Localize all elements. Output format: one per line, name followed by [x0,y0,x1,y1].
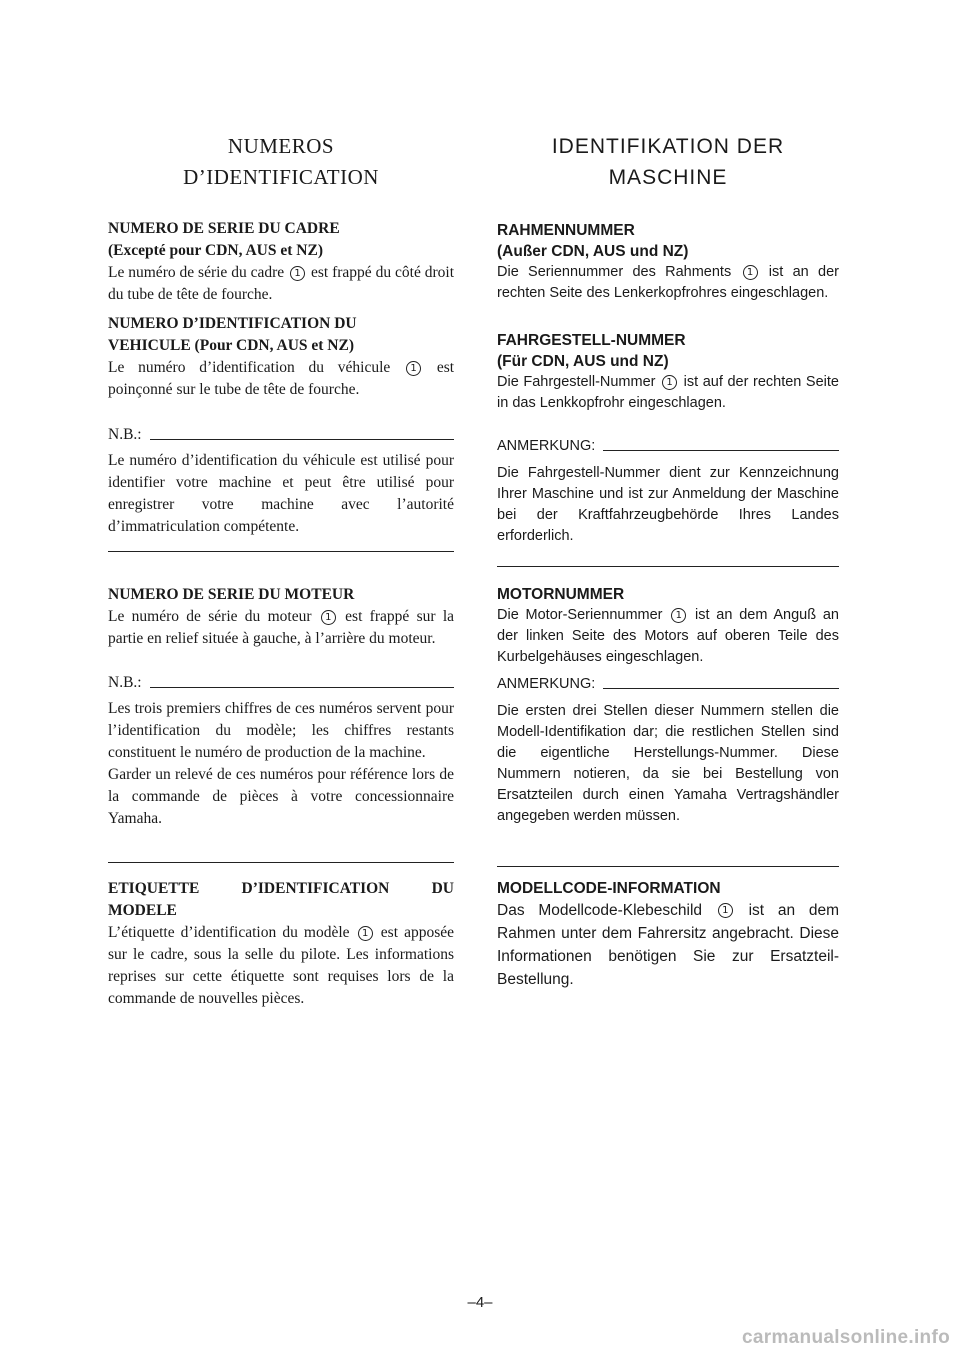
divider [497,866,839,867]
callout-1-icon: 1 [671,608,686,623]
french-title: NUMEROS D’IDENTIFICATION [183,134,379,189]
fr-frame-subheading: (Excepté pour CDN, AUS et NZ) [108,242,323,259]
german-title: IDENTIFIKATION DER MASCHINE [551,135,785,189]
fr-label-subheading: MODELE [108,902,177,919]
de-note-label: ANMERKUNG: [497,438,596,454]
de-vin-heading: FAHRGESTELL-NUMMER [497,332,686,349]
de-note-2 [497,674,839,827]
watermark: carmanualsonline.info [742,1327,950,1348]
fr-vin-heading: NUMERO D’IDENTIFICATION DU [108,315,357,332]
callout-1-icon: 1 [662,375,677,390]
de-label-heading: MODELLCODE-INFORMATION [497,880,721,897]
de-frame-heading: RAHMENNUMMER [497,222,635,239]
fr-note-label: N.B.: [108,674,142,691]
de-note-1-text: Die Fahrgestell-Nummer dient zur Kennzeichnung Ihrer Maschine und ist zur Anmeldung der Maschine bei der Kraftfahrzeugbehörde Ihres Landes erforderlich. [497,465,839,544]
fr-vin-text: Le numéro d’identification du véhicule 1 est poinçonné sur le tube de tête de fourche. [108,359,455,398]
de-label-section [497,878,839,991]
divider [108,862,454,863]
fr-frame-text: Le numéro de série du cadre 1 est frappé du côté droit du tube de tête de fourche. [108,264,454,303]
fr-vin-subheading: VEHICULE (Pour CDN, AUS et NZ) [108,337,355,354]
fr-note-label: N.B.: [108,426,142,443]
fr-note-2 [108,672,454,830]
fr-engine-section [108,584,454,650]
fr-label-text: L’étiquette d’identification du modèle 1 est apposée sur le cadre, sous la selle du pilote. Les informations reprises sur cette étiquette sont requises lors de la commande de nouvelles pièces. [108,924,455,1007]
de-note-1 [497,436,839,547]
fr-frame-section [108,218,454,306]
divider [108,551,454,552]
fr-engine-text: Le numéro de série du moteur 1 est frappé sur la partie en relief située à gauche, à l’arrière du moteur. [108,608,455,647]
callout-1-icon: 1 [290,266,305,281]
callout-1-icon: 1 [743,265,758,280]
fr-note-1 [108,424,454,538]
callout-1-icon: 1 [718,903,733,918]
de-vin-section [497,330,839,414]
de-engine-text: Die Motor-Seriennummer 1 ist an dem Anguß an der linken Seite des Motors auf oberen Teile des Kurbelgehäuses eingeschlagen. [497,607,839,665]
fr-frame-heading: NUMERO DE SERIE DU CADRE [108,220,340,237]
de-note-label: ANMERKUNG: [497,676,596,692]
page-number: –4– [467,1294,493,1311]
callout-1-icon: 1 [406,361,421,376]
fr-note-2-text-2: Garder un relevé de ces numéros pour référence lors de la commande de pièces à votre concessionnaire Yamaha. [108,766,454,827]
de-note-2-text: Die ersten drei Stellen dieser Nummern stellen die Modell-Identifikation dar; die restlichen Stellen sind die eigentliche Herstellungs-Nummer. Diese Nummern notieren, da sie bei Bestellung von Ersatzteilen durch einen Yamaha Vertragshändler angegeben werden müssen. [497,703,839,824]
de-frame-text: Die Seriennummer des Rahments 1 ist an der rechten Seite des Lenkerkopfrohres eingeschlagen. [497,264,839,301]
de-label-text: Das Modellcode-Klebeschild 1 ist an dem Rahmen unter dem Fahrersitz angebracht. Diese Informationen benötigen Sie zur Ersatzteil-Bestellung. [497,902,839,988]
fr-vin-section [108,313,454,401]
fr-label-heading: ETIQUETTE D’IDENTIFICATION DU [108,880,454,897]
fr-label-section [108,878,454,1010]
de-engine-section [497,584,839,668]
de-frame-subheading: (Außer CDN, AUS und NZ) [497,243,689,260]
de-frame-section [497,220,839,304]
fr-engine-heading: NUMERO DE SERIE DU MOTEUR [108,586,355,603]
divider [497,566,839,567]
fr-note-2-text-1: Les trois premiers chiffres de ces numéros servent pour l’identification du modèle; les chiffres restants constituent le numéro de production de la machine. [108,700,454,761]
callout-1-icon: 1 [321,610,336,625]
de-engine-heading: MOTORNUMMER [497,586,625,603]
de-vin-text: Die Fahrgestell-Nummer 1 ist auf der rechten Seite in das Lenkkopfrohr eingeschlagen. [497,374,839,411]
de-vin-subheading: (Für CDN, AUS und NZ) [497,353,669,370]
callout-1-icon: 1 [358,926,373,941]
fr-note-1-text: Le numéro d’identification du véhicule est utilisé pour identifier votre machine et peut être utilisé pour enregistrer votre machine avec l’autorité d’immatriculation compétente. [108,452,454,535]
